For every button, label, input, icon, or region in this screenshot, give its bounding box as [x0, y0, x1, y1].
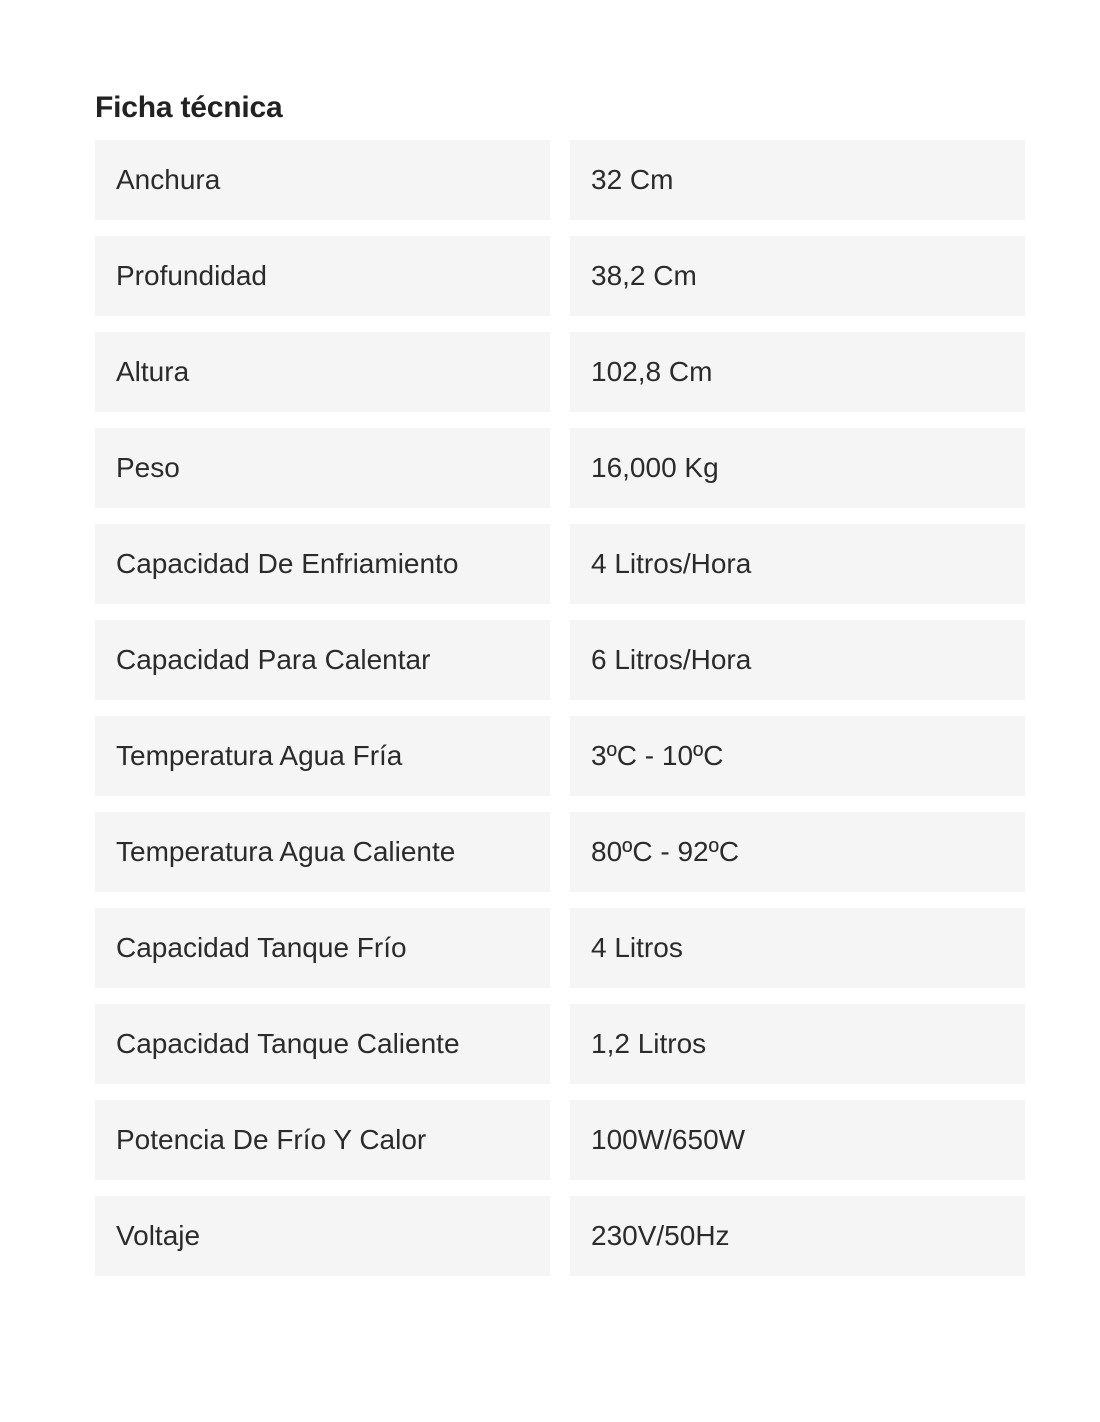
spec-value: 80ºC - 92ºC [570, 812, 1025, 892]
spec-value: 4 Litros [570, 908, 1025, 988]
spec-table [95, 140, 1025, 1276]
spec-row [95, 524, 1025, 604]
spec-sheet-section [95, 88, 1025, 1292]
spec-value: 230V/50Hz [570, 1196, 1025, 1276]
spec-label: Capacidad Tanque Frío [95, 908, 550, 988]
spec-label: Profundidad [95, 236, 550, 316]
spec-label: Altura [95, 332, 550, 412]
spec-label: Capacidad Para Calentar [95, 620, 550, 700]
spec-row [95, 140, 1025, 220]
spec-label: Peso [95, 428, 550, 508]
spec-value: 4 Litros/Hora [570, 524, 1025, 604]
spec-value: 3ºC - 10ºC [570, 716, 1025, 796]
spec-label: Capacidad Tanque Caliente [95, 1004, 550, 1084]
spec-label: Voltaje [95, 1196, 550, 1276]
spec-value: 32 Cm [570, 140, 1025, 220]
spec-label: Capacidad De Enfriamiento [95, 524, 550, 604]
spec-value: 38,2 Cm [570, 236, 1025, 316]
spec-row [95, 716, 1025, 796]
spec-row [95, 428, 1025, 508]
spec-value: 102,8 Cm [570, 332, 1025, 412]
spec-row [95, 620, 1025, 700]
spec-value: 6 Litros/Hora [570, 620, 1025, 700]
spec-sheet-title: Ficha técnica [95, 91, 283, 124]
spec-row [95, 908, 1025, 988]
spec-row [95, 1004, 1025, 1084]
spec-row [95, 236, 1025, 316]
spec-row [95, 812, 1025, 892]
spec-label: Temperatura Agua Caliente [95, 812, 550, 892]
spec-label: Temperatura Agua Fría [95, 716, 550, 796]
spec-row [95, 332, 1025, 412]
spec-label: Potencia De Frío Y Calor [95, 1100, 550, 1180]
spec-value: 1,2 Litros [570, 1004, 1025, 1084]
spec-label: Anchura [95, 140, 550, 220]
spec-row [95, 1100, 1025, 1180]
spec-value: 100W/650W [570, 1100, 1025, 1180]
spec-value: 16,000 Kg [570, 428, 1025, 508]
spec-row [95, 1196, 1025, 1276]
